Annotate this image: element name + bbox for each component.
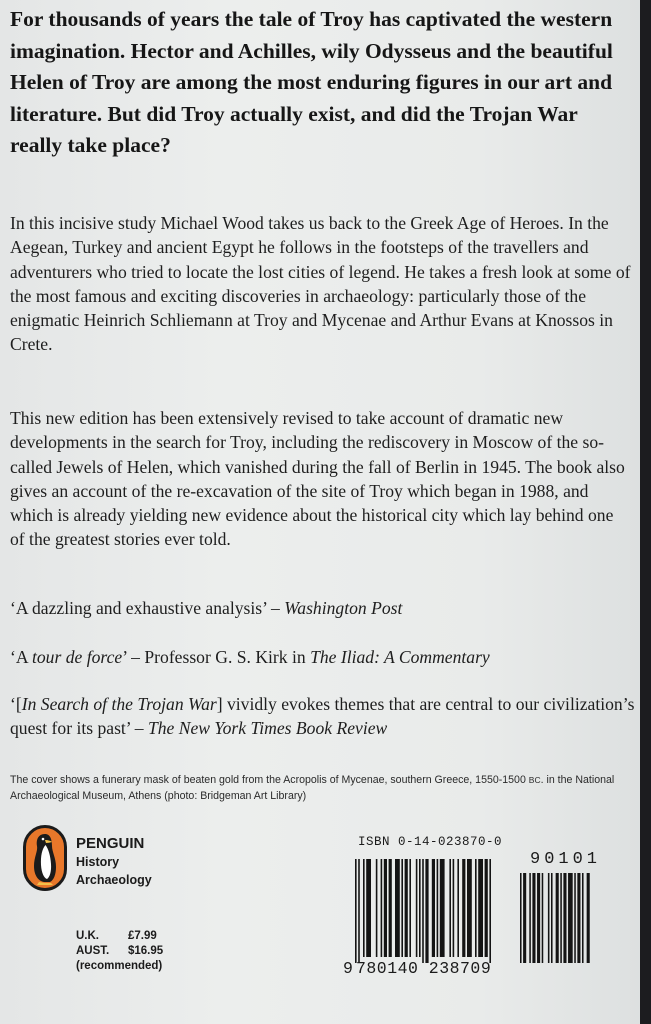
category-label: History xyxy=(76,855,120,869)
caption-text: The cover shows a funerary mask of beaten gold from the Acropolis of Mycenae, southern Greece, 1550-1500 xyxy=(10,774,529,786)
barcode-bar xyxy=(587,873,590,963)
quote-open: ‘[ xyxy=(10,694,22,714)
barcode-bar xyxy=(523,873,526,963)
review-quote-2 xyxy=(10,645,635,669)
barcode-bar xyxy=(363,859,365,957)
barcode-addon-digits: 90101 xyxy=(530,850,602,869)
description-paragraph-2: This new edition has been extensively revised to take account of dramatic new developments in the search for Troy, including the rediscovery in Moscow of the so-called Jewels of Helen, which vanished during the fall of Berlin in 1945. The book also gives an account of the re-excavation of the site of Troy which began in 1988, and which is already yielding new evidence about the historical city which lay behind one of the greatest stories ever told. xyxy=(10,408,625,550)
ean-digits: 780140 238709 xyxy=(356,959,492,978)
quote-italic: tour de force xyxy=(32,647,123,667)
caption-era: BC xyxy=(528,775,541,785)
barcode-bar xyxy=(416,859,418,957)
price-note: (recommended) xyxy=(76,960,163,972)
barcode-bar xyxy=(568,873,573,963)
penguin-logo-icon xyxy=(23,825,67,891)
barcode-bar xyxy=(409,859,411,957)
quote-close: ] vividly evokes themes that are central to our civilization’s quest for its past’ – xyxy=(10,694,635,739)
barcode-bar xyxy=(467,859,472,957)
price-list xyxy=(76,929,163,974)
barcode-bar xyxy=(389,859,392,957)
publisher-name: PENGUIN xyxy=(76,835,145,852)
barcode-bar xyxy=(577,873,580,963)
price-value: $16.95 xyxy=(128,945,164,957)
quote-open: ‘A xyxy=(10,647,32,667)
imprint xyxy=(76,834,152,889)
barcode-bar xyxy=(355,859,357,963)
description-paragraph-1: In this incisive study Michael Wood takes us back to the Greek Age of Heroes. In the Aegean, Turkey and ancient Egypt he follows in the footsteps of the travellers and adventurers who tried to locate the lost cities of legend. He takes a fresh look at some of the most famous and exciting discoveries in archaeology: particularly those of the enigmatic Heinrich Schliemann at Troy and Mycenae and Arthur Evans at Knossos in Crete. xyxy=(10,213,631,355)
cover-caption xyxy=(10,772,630,804)
quote-source: Washington Post xyxy=(284,598,403,618)
barcode-bar xyxy=(419,859,421,957)
barcode-bar xyxy=(405,859,408,957)
barcode-bar xyxy=(366,859,371,957)
category-label: Archaeology xyxy=(76,873,152,887)
barcode-bar xyxy=(556,873,559,963)
barcode-bar xyxy=(542,873,544,963)
quote-close: ’ – Professor G. S. Kirk in xyxy=(122,647,311,667)
review-quote-1 xyxy=(10,596,635,620)
isbn-label: ISBN 0-14-023870-0 xyxy=(358,835,503,849)
review-quote-3 xyxy=(10,692,635,741)
barcode-bar xyxy=(475,859,477,957)
barcode-bar xyxy=(532,873,535,963)
barcode-bar xyxy=(401,859,403,957)
barcode-bar xyxy=(358,859,360,963)
barcode-bar xyxy=(489,859,491,963)
addon-barcode-icon xyxy=(520,873,598,965)
ean-lead-digit: 9 xyxy=(343,959,353,978)
barcode-bar xyxy=(529,873,531,963)
barcode-bar xyxy=(563,873,566,963)
barcode-bar xyxy=(432,859,435,957)
barcode-bar xyxy=(376,859,378,957)
barcode-bar xyxy=(582,873,584,963)
barcode-bar xyxy=(425,859,428,963)
barcode-bar xyxy=(453,859,455,957)
barcode-bar xyxy=(462,859,465,957)
price-region: AUST. xyxy=(76,945,110,957)
barcode-bar xyxy=(520,873,522,963)
ean-barcode-icon xyxy=(355,859,507,967)
barcode-bar xyxy=(381,859,383,957)
barcode-bar xyxy=(437,859,439,957)
barcode-bar xyxy=(537,873,540,963)
price-row xyxy=(76,944,163,959)
barcode-bar xyxy=(478,859,483,957)
quote-text: ‘A dazzling and exhaustive analysis’ – xyxy=(10,598,285,618)
barcode-bar xyxy=(548,873,550,963)
barcode-bar xyxy=(422,859,424,963)
price-row xyxy=(76,929,163,944)
caption-text-end: . in the National Archaeological Museum, Athens (photo: Bridgeman Art Library) xyxy=(10,774,615,802)
barcode-bar xyxy=(395,859,400,957)
barcode-bar xyxy=(574,873,576,963)
barcode-bar xyxy=(485,859,488,957)
quote-source: The Iliad: A Commentary xyxy=(310,647,490,667)
blurb-headline: For thousands of years the tale of Troy has captivated the western imagination. Hector and Achilles, wily Odysseus and the beautiful Helen of Troy are among the most enduring figures in our art and literature. But did Troy actually exist, and did the Trojan War really take place? xyxy=(10,7,613,157)
price-value: £7.99 xyxy=(128,930,157,942)
barcode-bar xyxy=(560,873,562,963)
barcode-bar xyxy=(440,859,445,957)
quote-italic: In Search of the Trojan War xyxy=(21,694,217,714)
price-region: U.K. xyxy=(76,930,99,942)
barcode-bar xyxy=(457,859,459,957)
quote-source: The New York Times Book Review xyxy=(147,718,388,739)
barcode-bar xyxy=(384,859,387,957)
barcode-bar xyxy=(449,859,451,957)
barcode-bar xyxy=(551,873,553,963)
